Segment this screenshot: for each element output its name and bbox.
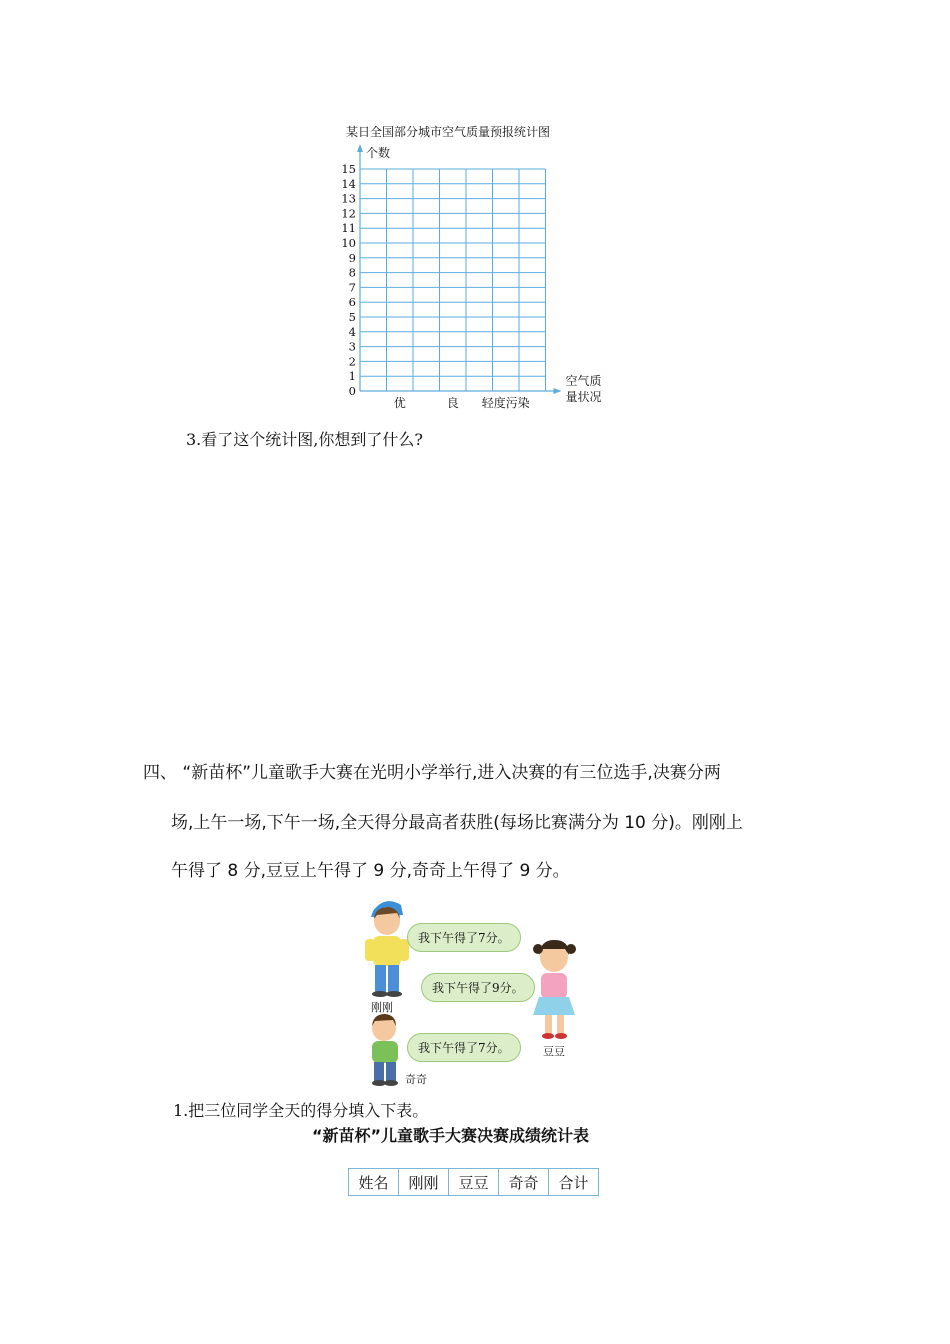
header-gang: 刚刚 (399, 1169, 449, 1196)
bar-chart (330, 140, 620, 415)
speech-bubble-qiqi: 我下午得了7分。 (407, 1033, 521, 1062)
y-tick-label: 0 (348, 384, 356, 398)
y-tick-label: 6 (348, 295, 356, 310)
y-tick-label: 14 (341, 176, 356, 191)
question-1: 1.把三位同学全天的得分填入下表。 (173, 1101, 429, 1120)
x-axis-label: 空气质 (565, 374, 602, 388)
y-tick-label: 10 (341, 236, 356, 250)
y-tick-label: 9 (348, 250, 356, 265)
header-name: 姓名 (349, 1169, 399, 1196)
y-tick-label: 15 (341, 162, 356, 176)
x-tick-label: 良 (446, 396, 459, 410)
section-4-line-2: 场,上午一场,下午一场,全天得分最高者获胜(每场比赛满分为 10 分)。刚刚上 (171, 813, 743, 833)
header-qiqi: 奇奇 (499, 1169, 549, 1196)
girl-doudou-figure (533, 940, 576, 1039)
header-total: 合计 (549, 1169, 599, 1196)
question-3: 3.看了这个统计图,你想到了什么? (186, 430, 423, 449)
x-axis-arrow (554, 388, 562, 394)
chart-title: 某日全国部分城市空气质量预报统计图 (346, 125, 551, 139)
speech-bubble-gang: 我下午得了7分。 (407, 923, 521, 952)
name-label-qiqi: 奇奇 (405, 1073, 427, 1086)
table-header-row (349, 1169, 599, 1196)
section-4-line-1: 四、 “新苗杯”儿童歌手大赛在光明小学举行,进入决赛的有三位选手,决赛分两 (143, 763, 721, 783)
y-axis-label: 个数 (366, 146, 391, 160)
y-tick-label: 8 (348, 265, 356, 280)
score-table (348, 1168, 599, 1196)
x-tick-label: 轻度污染 (481, 396, 530, 410)
y-tick-label: 2 (348, 354, 356, 369)
y-tick-label: 7 (348, 280, 356, 295)
y-tick-label: 11 (341, 221, 356, 236)
y-tick-label: 13 (341, 191, 356, 206)
x-axis-label: 量状况 (565, 390, 602, 404)
y-tick-label: 1 (348, 369, 356, 384)
speech-bubble-doudou: 我下午得了9分。 (421, 973, 535, 1002)
boy-gang-figure (365, 901, 409, 997)
y-tick-label: 5 (348, 310, 356, 324)
header-doudou: 豆豆 (449, 1169, 499, 1196)
y-tick-label: 4 (348, 324, 356, 339)
section-4-line-3: 午得了 8 分,豆豆上午得了 9 分,奇奇上午得了 9 分。 (171, 861, 570, 881)
name-label-gang: 刚刚 (371, 1001, 393, 1014)
illustration (355, 893, 595, 1093)
boy-qiqi-figure (372, 1014, 398, 1086)
y-tick-label: 12 (341, 206, 356, 221)
y-tick-label: 3 (348, 339, 356, 354)
x-tick-label: 优 (393, 396, 406, 410)
y-axis-arrow (357, 144, 363, 152)
table-title: “新苗杯”儿童歌手大赛决赛成绩统计表 (312, 1126, 590, 1145)
name-label-doudou: 豆豆 (543, 1045, 565, 1058)
